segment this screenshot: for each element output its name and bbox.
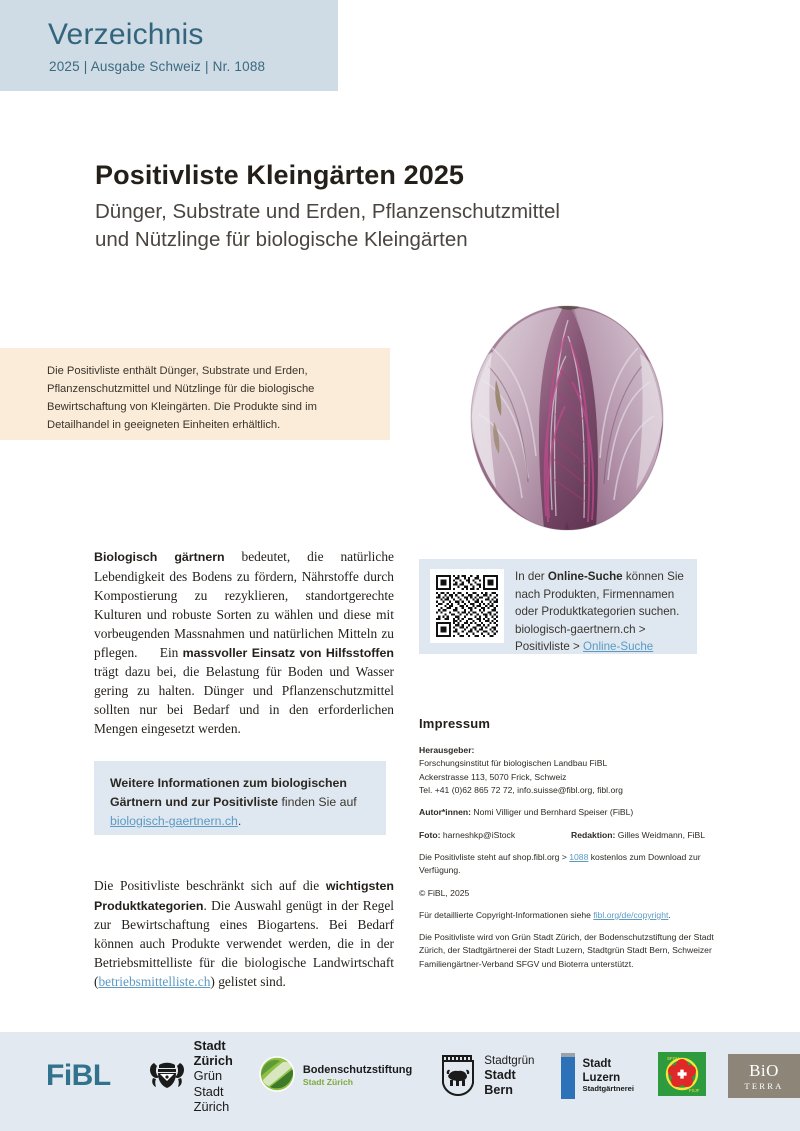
online-search-bold: Online-Suche [547, 570, 623, 583]
impressum-photo-label: Foto: [419, 829, 441, 840]
header-subtitle: 2025 | Ausgabe Schweiz | Nr. 1088 [49, 59, 266, 74]
online-search-text [515, 568, 690, 656]
body-para1b-lead: Ein [159, 644, 183, 660]
logo-gruen-stadt-zuerich[interactable] [147, 1038, 235, 1114]
logo-stadt-luzern-text [583, 1058, 634, 1093]
more-info-callout-box [94, 761, 386, 835]
impressum-publisher-line-1: Ackerstrasse 113, 5070 Frick, Schweiz [419, 771, 567, 782]
logo-zurich-line2: Grün Stadt Zürich [193, 1068, 230, 1114]
logo-stadtgruen-stadt-bern[interactable] [440, 1051, 534, 1101]
body-para1b-bold: massvoller Einsatz von Hilfsstoffen [182, 645, 394, 660]
shop-fibl-1088-link[interactable]: 1088 [569, 851, 589, 862]
logo-stadtgruen-stadt-bern-text [484, 1054, 534, 1098]
logo-bioterra-line1: BiO [749, 1060, 779, 1080]
body-paragraph-1 [94, 547, 394, 738]
online-search-callout-box [419, 559, 697, 654]
svg-text:FSJF: FSJF [689, 1087, 700, 1093]
logo-bioterra-line2: TERRA [744, 1080, 784, 1091]
impressum-copyright-detail-post: . [668, 909, 671, 920]
title-block [95, 160, 695, 254]
logo-bodenschutzstiftung-text [303, 1064, 412, 1088]
body-para2-mid: . Die Auswahl genügt in der Regel zur Bewirtschaftung eines Biogartens. Bei Bedarf können auch Produkte verwendet werden, die in der Betriebsmittelliste für die biologische Landwirtschaft ( [94, 897, 394, 990]
impressum-editor [571, 829, 739, 842]
impressum-download-post: kostenlos zum Download zur Verfügung. [419, 851, 701, 876]
svg-text:SFGV: SFGV [667, 1055, 679, 1061]
logo-gruen-stadt-zuerich-text [194, 1038, 235, 1113]
impressum-download [419, 851, 739, 878]
intro-callout-box [0, 348, 390, 440]
impressum-editor-label: Redaktion: [571, 829, 616, 840]
logo-bern-line1: Stadtgrün [484, 1053, 535, 1067]
header-title: Verzeichnis [48, 18, 204, 51]
logo-bern-line2: Stadt Bern [484, 1067, 516, 1097]
more-info-rest: finden Sie auf [278, 795, 357, 810]
online-search-lead: In der [515, 570, 548, 583]
logo-sfgv[interactable] [658, 1051, 706, 1101]
page-subtitle-line2: und Nützlinge für biologische Kleingärten [95, 228, 468, 252]
logo-bioterra-box [728, 1054, 800, 1098]
biologisch-gaertnern-link[interactable]: biologisch-gaertnern.ch [110, 814, 238, 829]
body-para1-rest: bedeutet, die natürliche Lebendigkeit des Bodens zu fördern, Nährstoffe durch Kompostierung zu rezyklieren, standortgerechte Kulturen und robuste Sorten zu wählen und diese mit vorbeugenden Massnahmen und natürlichen Mitteln zu pflegen. [94, 549, 394, 660]
logo-fibl[interactable] [46, 1051, 111, 1101]
logo-bioterra[interactable] [728, 1051, 800, 1101]
intro-callout-text: Die Positivliste enthält Dünger, Substrate und Erden, Pflanzenschutzmittel und Nützlinge für die biologische Bewirtschaftung von Kleingärten. Die Produkte sind im Detailhandel in geeigneten Einheiten erhältlich. [47, 365, 317, 432]
logo-zurich-line1: Stadt Zürich [193, 1038, 233, 1069]
page-subtitle [95, 198, 695, 255]
body-para1-lead-bold: Biologisch gärtnern [94, 550, 225, 564]
fibl-copyright-link[interactable]: fibl.org/de/copyright [593, 909, 669, 920]
impressum-authors [419, 806, 739, 819]
online-search-rest: können Sie nach Produkten, Firmennamen oder Produktkategorien suchen. biologisch-gaertnern.ch > Positivliste > [515, 570, 684, 654]
sfgv-emblem-icon [658, 1052, 706, 1101]
impressum-copyright: © FiBL, 2025 [419, 887, 470, 898]
logo-bss-line1: Bodenschutzstiftung [302, 1064, 413, 1077]
impressum-publisher [419, 744, 739, 797]
more-info-text [110, 774, 372, 831]
impressum-heading: Impressum [419, 716, 491, 731]
logo-luzern-line1: Stadt [582, 1058, 612, 1071]
impressum-authors-label: Autor*innen: [419, 807, 472, 818]
qr-code-icon[interactable] [430, 569, 504, 643]
body-para2-bold: wichtigsten Produktkategorien [94, 879, 394, 913]
body-paragraph-2 [94, 876, 394, 991]
bodenschutzstiftung-emblem-icon [257, 1054, 297, 1099]
betriebsmittelliste-link[interactable]: betriebsmittelliste.ch [98, 974, 211, 990]
body-para2-lead: Die Positivliste beschränkt sich auf die [94, 878, 326, 893]
impressum-section [419, 716, 739, 980]
bern-coat-of-arms-icon [440, 1052, 476, 1101]
page-title: Positivliste Kleingärten 2025 [95, 160, 465, 190]
zurich-coat-of-arms-icon [147, 1054, 187, 1099]
footer-logo-row [0, 1038, 800, 1114]
more-info-bold: Weitere Informationen zum biologischen Gärtnern und zur Positivliste [110, 776, 347, 810]
page-subtitle-line1: Dünger, Substrate und Erden, Pflanzenschutzmittel [95, 199, 560, 223]
logo-stadt-luzern[interactable] [561, 1051, 634, 1101]
logo-fibl-text: FiBL [46, 1059, 111, 1092]
red-cabbage-photo [452, 296, 682, 541]
logo-bss-line2: Stadt Zürich [302, 1077, 353, 1088]
header-band [0, 0, 338, 91]
impressum-download-pre: Die Positivliste steht auf shop.fibl.org > [419, 851, 570, 862]
impressum-photo-editor-row [419, 829, 739, 842]
online-suche-link[interactable]: Online-Suche [582, 640, 654, 654]
impressum-publisher-line-0: Forschungsinstitut für biologischen Landbau FiBL [419, 758, 608, 769]
logo-luzern-line3: Stadtgärtnerei [582, 1083, 634, 1093]
luzern-bar-icon [561, 1053, 575, 1099]
body-para1b-rest: trägt dazu bei, die Belastung für Boden und Wasser gering zu halten. Dünger und Pflanzenschutzmittel sollten nur bei Bedarf und in den erforderlichen Mengen eingesetzt werden. [94, 664, 394, 737]
impressum-photo-value: harneshkp@iStock [440, 829, 516, 840]
body-para2-end: ) gelistet sind. [210, 974, 286, 990]
impressum-publisher-line-2: Tel. +41 (0)62 865 72 72, info.suisse@fibl.org, fibl.org [419, 784, 623, 795]
impressum-copyright-detail-pre: Für detaillierte Copyright-Informationen siehe [419, 909, 594, 920]
impressum-authors-value: Nomi Villiger und Bernhard Speiser (FiBL) [471, 807, 634, 818]
more-info-end: . [237, 814, 242, 829]
impressum-publisher-label: Herausgeber: [419, 745, 475, 755]
impressum-copyright-detail [419, 909, 739, 922]
logo-luzern-line2: Luzern [582, 1071, 621, 1084]
impressum-photo [419, 829, 571, 842]
logo-bodenschutzstiftung[interactable] [257, 1051, 412, 1101]
impressum-editor-value: Gilles Weidmann, FiBL [615, 829, 706, 840]
impressum-supporters: Die Positivliste wird von Grün Stadt Zürich, der Bodenschutzstiftung der Stadt Zürich, der Stadtgärtnerei der Stadt Luzern, Stadtgrün Stadt Bern, Schweizer Familiengärtner-Verband SFGV und Bioterra unterstützt. [419, 932, 714, 969]
